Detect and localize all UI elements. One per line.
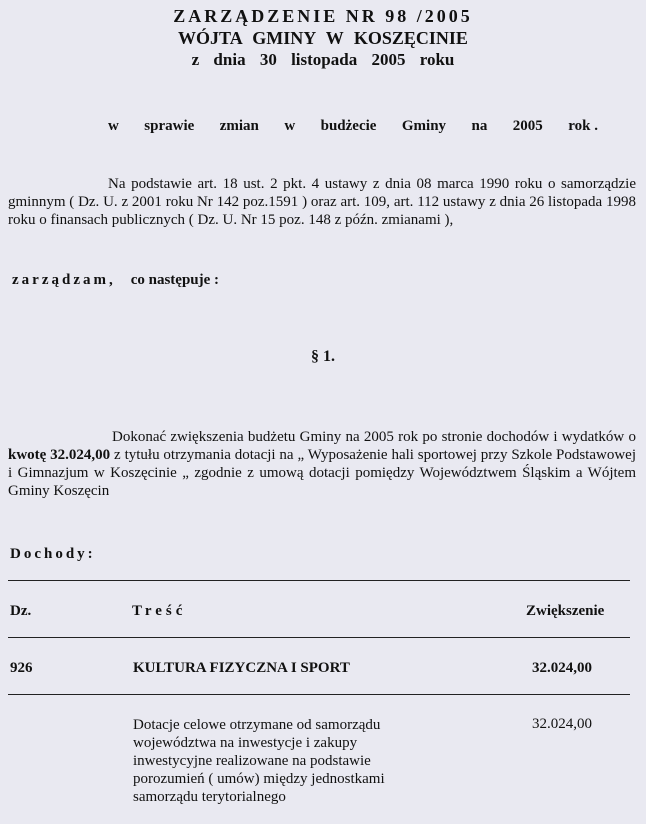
subject-word: zmian [219,118,259,134]
table-header-dz: Dz. [10,603,32,619]
decree-rest: co następuje : [130,272,220,288]
body-text-part1: Dokonać zwiększenia budżetu Gminy na 2005 rok po stronie dochodów i wydatków o [112,429,636,445]
subject-word: sprawie [144,118,195,134]
detail-line: inwestycyjne realizowane na podstawie [133,753,371,769]
detail-line: województwa na inwestycje i zakupy [133,735,358,751]
table-divider [8,637,630,638]
decree-word: zarządzam, [12,272,116,288]
document-issuer: WÓJTA GMINY W KOSZĘCINIE [178,28,468,48]
body-amount: kwotę 32.024,00 [8,447,111,463]
detail-line: samorządu terytorialnego [133,789,286,805]
subject-word: w [108,118,119,134]
detail-line: Dotacje celowe otrzymane od samorządu [133,717,381,733]
document-title: ZARZĄDZENIE NR 98 /2005 [173,6,473,26]
subject-word: Gminy [401,118,447,134]
income-heading: Dochody: [10,546,96,562]
subject-word: na [471,118,488,134]
table-divider [8,694,630,695]
document-subject [108,118,598,135]
table-row-value: 32.024,00 [532,660,592,676]
table-divider [8,580,630,581]
table-header-zwiekszenie: Zwiększenie [526,603,605,619]
subject-word: w [284,118,296,134]
subject-word: rok . [568,118,598,134]
document-date: z dnia 30 listopada 2005 roku [191,50,455,69]
detail-line: porozumień ( umów) między jednostkami [133,771,385,787]
decree-statement [12,272,219,289]
subject-word: 2005 [512,118,543,134]
body-text-part2: z tytułu otrzymania dotacji na „ Wyposażenie hali sportowej przy Szkole Podstawowej i Gimnazjum w Koszęcinie „ zgodnie z umową dotacji pomiędzy Województwem Śląskim a Wójtem Gminy Koszęcin [8,447,636,499]
table-row-dz: 926 [10,660,33,676]
subject-word: budżecie [320,118,377,134]
legal-basis-text: Na podstawie art. 18 ust. 2 pkt. 4 ustawy z dnia 08 marca 1990 roku o samorządzie gminnym ( Dz. U. z 2001 roku Nr 142 poz.1591 ) oraz art. 109, art. 112 ustawy z dnia 26 listopada 1998 roku o finansach publicznych ( Dz. U. Nr 15 poz. 148 z późn. zmianami ), [8,176,636,228]
legal-basis-paragraph [8,175,636,229]
section-body-paragraph [8,428,636,500]
detail-description [133,716,433,806]
section-heading: § 1. [311,348,335,365]
table-header-tresc: Treść [132,603,187,619]
table-row-name: KULTURA FIZYCZNA I SPORT [133,660,350,676]
detail-value: 32.024,00 [532,716,592,732]
